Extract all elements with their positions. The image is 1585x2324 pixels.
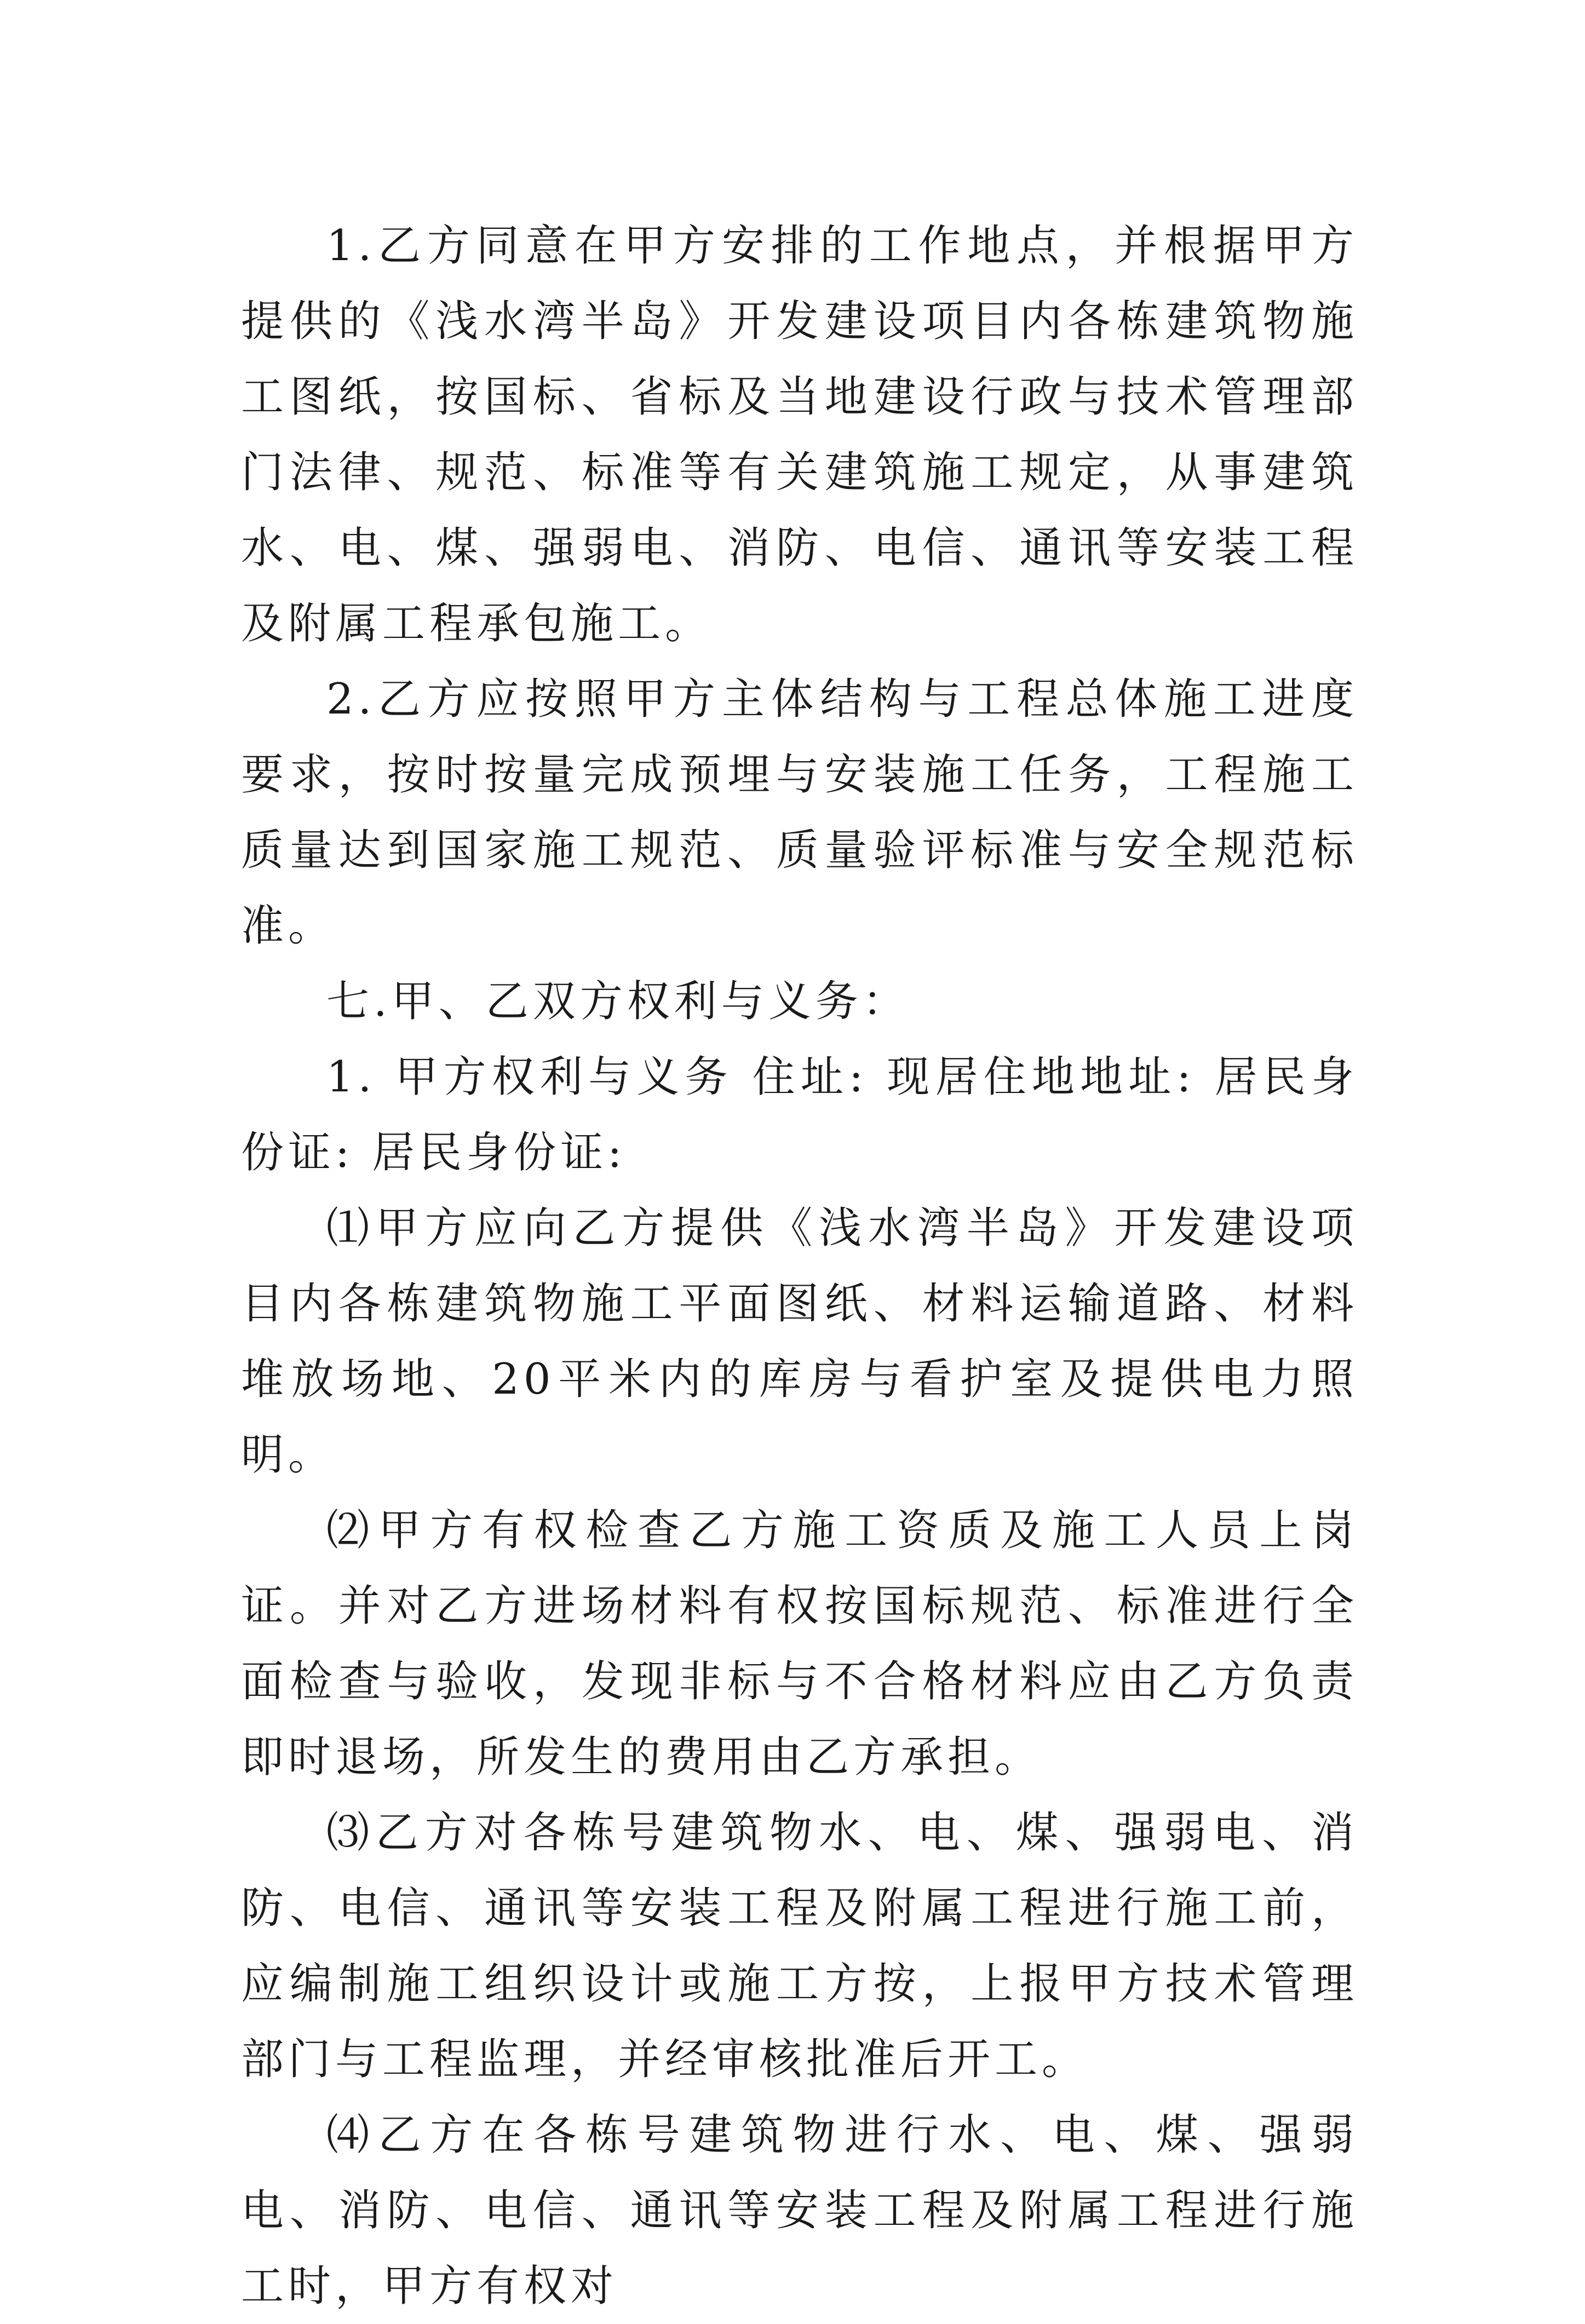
paragraph-item-3: ⑶乙方对各栋号建筑物水、电、煤、强弱电、消防、电信、通讯等安装工程及附属工程进行施工前，应编制施工组织设计或施工方按，上报甲方技术管理部门与工程监理，并经审核批准后开工。 bbox=[241, 1808, 1358, 2084]
section-heading-rights-obligations: 七.甲、乙双方权利与义务： bbox=[326, 977, 910, 1026]
paragraph-item-4: ⑷乙方在各栋号建筑物进行水、电、煤、强弱电、消防、电信、通讯等安装工程及附属工程进行施工时，甲方有权对 bbox=[241, 2110, 1358, 2311]
paragraph-item-2: ⑵甲方有权检查乙方施工资质及施工人员上岗证。并对乙方进场材料有权按国标规范、标准进行全面检查与验收，发现非标与不合格材料应由乙方负责即时退场，所发生的费用由乙方承担。 bbox=[241, 1506, 1358, 1782]
paragraph-item-1: ⑴甲方应向乙方提供《浅水湾半岛》开发建设项目内各栋建筑物施工平面图纸、材料运输道路、材料堆放场地、20平米内的库房与看护室及提供电力照明。 bbox=[241, 1204, 1358, 1480]
paragraph-scope-clause: 1.乙方同意在甲方安排的工作地点，并根据甲方提供的《浅水湾半岛》开发建设项目内各栋建筑物施工图纸，按国标、省标及当地建设行政与技术管理部门法律、规范、标准等有关建筑施工规定，从事建筑水、电、煤、强弱电、消防、电信、通讯等安装工程及附属工程承包施工。 bbox=[241, 221, 1358, 648]
paragraph-schedule-clause: 2.乙方应按照甲方主体结构与工程总体施工进度要求，按时按量完成预埋与安装施工任务，工程施工质量达到国家施工规范、质量验评标准与安全规范标准。 bbox=[241, 675, 1358, 951]
paragraph-party-a-rights: 1. 甲方权利与义务 住址: 现居住地地址: 居民身份证: 居民身份证: bbox=[241, 1052, 1358, 1177]
document-body bbox=[241, 208, 1358, 2324]
